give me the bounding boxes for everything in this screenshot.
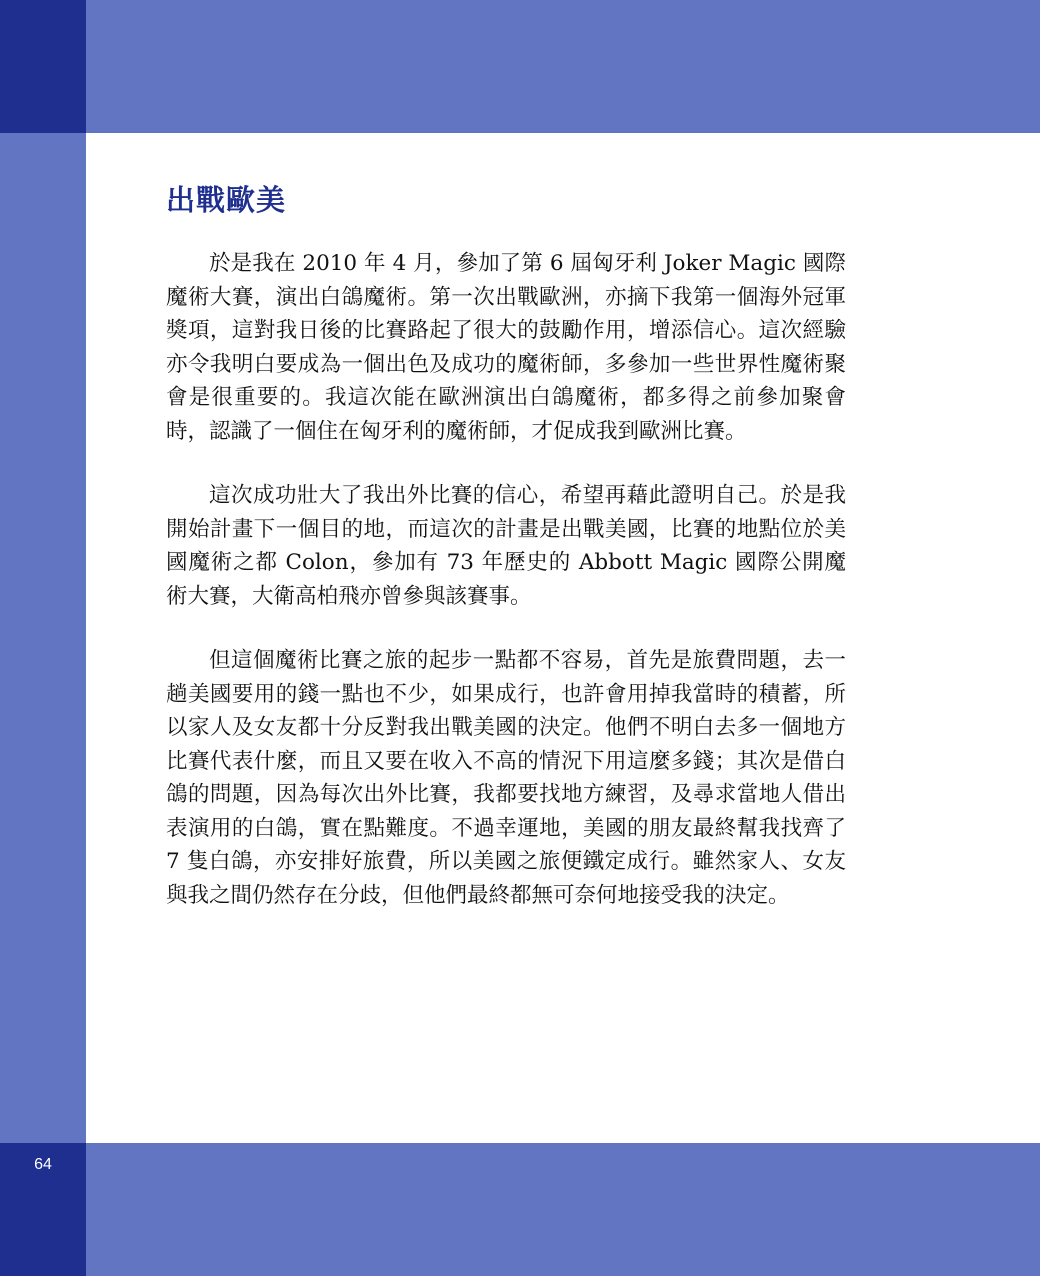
paragraph-2: 這次成功壯大了我出外比賽的信心，希望再藉此證明自己。於是我開始計畫下一個目的地，而這次的計畫是出戰美國，比賽的地點位於美國魔術之都 Colon，參加有 73 年歷史的 Abbott Magic 國際公開魔術大賽，大衛高柏飛亦曾參與該賽事。: [166, 483, 846, 609]
left-margin-band: [0, 133, 86, 1143]
section-heading: 出戰歐美: [166, 183, 287, 217]
top-header-band: [86, 0, 1040, 133]
article-body: [166, 178, 846, 943]
bottom-footer-band: [86, 1143, 1040, 1276]
paragraph-1: 於是我在 2010 年 4 月，參加了第 6 屆匈牙利 Joker Magic 國際魔術大賽，演出白鴿魔術。第一次出戰歐洲，亦摘下我第一個海外冠軍獎項，這對我日後的比賽路起了很大的鼓勵作用，增添信心。這次經驗亦令我明白要成為一個出色及成功的魔術師，多參加一些世界性魔術聚會是很重要的。我這次能在歐洲演出白鴿魔術，都多得之前參加聚會時，認識了一個住在匈牙利的魔術師，才促成我到歐洲比賽。: [166, 251, 846, 444]
top-left-corner-block: [0, 0, 86, 133]
page-number: 64: [34, 1156, 52, 1173]
paragraph-3: 但這個魔術比賽之旅的起步一點都不容易，首先是旅費問題，去一趟美國要用的錢一點也不少，如果成行，也許會用掉我當時的積蓄，所以家人及女友都十分反對我出戰美國的決定。他們不明白去多一個地方比賽代表什麼，而且又要在收入不高的情況下用這麼多錢；其次是借白鴿的問題，因為每次出外比賽，我都要找地方練習，及尋求當地人借出表演用的白鴿，實在點難度。不過幸運地，美國的朋友最終幫我找齊了 7 隻白鴿，亦安排好旅費，所以美國之旅便鐵定成行。雖然家人、女友與我之間仍然存在分歧，但他們最終都無可奈何地接受我的決定。: [166, 648, 846, 908]
